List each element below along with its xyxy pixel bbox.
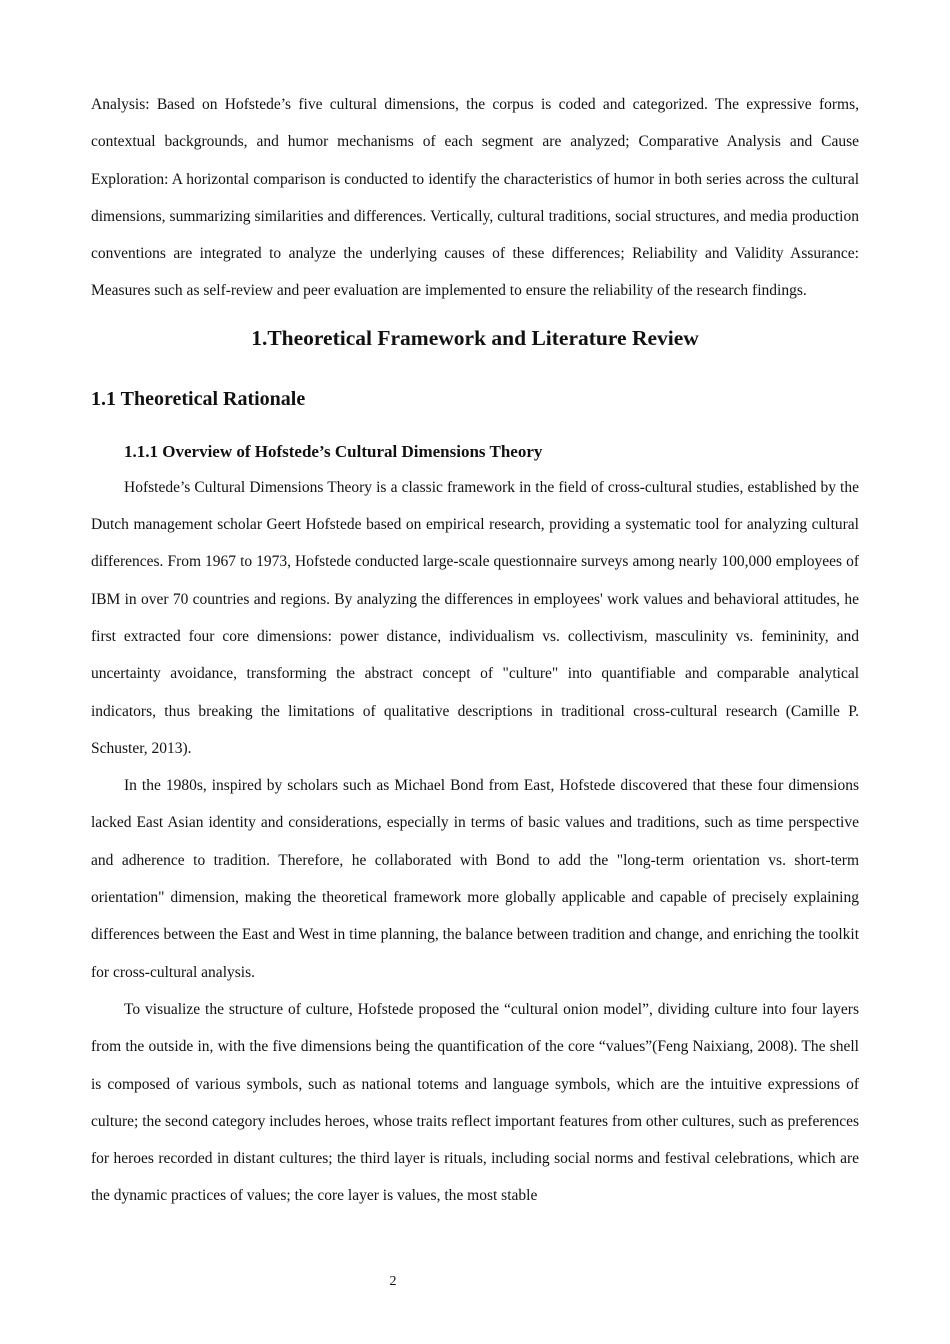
intro-paragraph: Analysis: Based on Hofstede’s five cultural dimensions, the corpus is coded and categorized. The expressive forms, contextual backgrounds, and humor mechanisms of each segment are analyzed; Comparative Analysis and Cause Exploration: A horizontal comparison is conducted to identify the characteristics of humor in both series across the cultural dimensions, summarizing similarities and differences. Vertically, cultural traditions, social structures, and media production conventions are integrated to analyze the underlying causes of these differences; Reliability and Validity Assurance: Measures such as self-review and peer evaluation are implemented to ensure the reliability of the research findings. [91, 96, 859, 300]
chapter-heading: 1.Theoretical Framework and Literature Review [251, 325, 699, 350]
subsection-heading: 1.1.1 Overview of Hofstede’s Cultural Dimensions Theory [124, 441, 543, 461]
body-paragraph: Hofstede’s Cultural Dimensions Theory is a classic framework in the field of cross-cultural studies, established by the Dutch management scholar Geert Hofstede based on empirical research, providing a systematic tool for analyzing cultural differences. From 1967 to 1973, Hofstede conducted large-scale questionnaire surveys among nearly 100,000 employees of IBM in over 70 countries and regions. By analyzing the differences in employees' work values and behavioral attitudes, he first extracted four core dimensions: power distance, individualism vs. collectivism, masculinity vs. femininity, and uncertainty avoidance, transforming the abstract concept of "culture" into quantifiable and comparable analytical indicators, thus breaking the limitations of qualitative descriptions in traditional cross-cultural research (Camille P. Schuster, 2013). [91, 478, 859, 757]
page-number: 2 [389, 1274, 397, 1289]
section-heading: 1.1 Theoretical Rationale [91, 387, 306, 410]
body-paragraph: In the 1980s, inspired by scholars such as Michael Bond from East, Hofstede discovered that these four dimensions lacked East Asian identity and considerations, especially in terms of basic values and traditions, such as time perspective and adherence to tradition. Therefore, he collaborated with Bond to add the "long-term orientation vs. short-term orientation" dimension, making the theoretical framework more globally applicable and capable of precisely explaining differences between the East and West in time planning, the balance between tradition and change, and enriching the toolkit for cross-cultural analysis. [91, 777, 859, 981]
body-paragraph: To visualize the structure of culture, Hofstede proposed the “cultural onion model”, dividing culture into four layers from the outside in, with the five dimensions being the quantification of the core “values”(Feng Naixiang, 2008). The shell is composed of various symbols, such as national totems and language symbols, which are the intuitive expressions of culture; the second category includes heroes, whose traits reflect important features from other cultures, such as preferences for heroes recorded in distant cultures; the third layer is rituals, including social norms and festival celebrations, which are the dynamic practices of values; the core layer is values, the most stable [91, 1000, 859, 1205]
document-page [91, 86, 859, 1215]
